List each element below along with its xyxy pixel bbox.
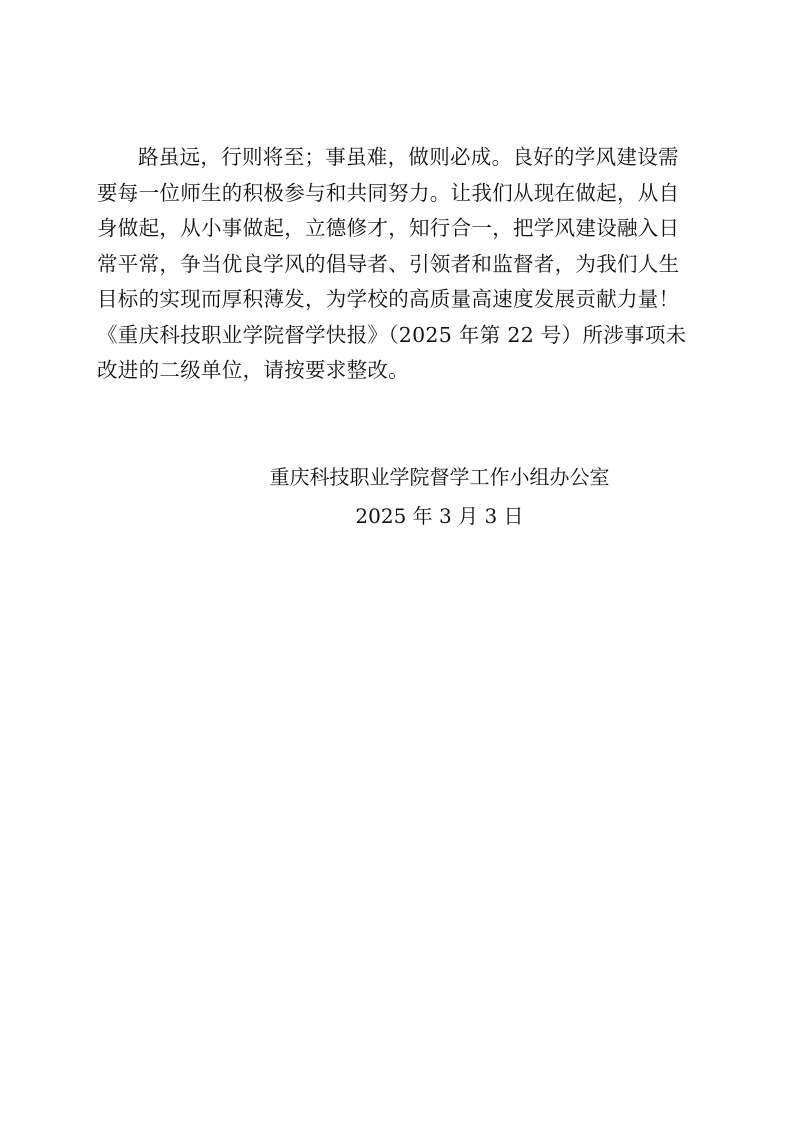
paragraph-line: 路虽远，行则将至；事虽难，做则必成。良好的学风建设需 xyxy=(138,145,679,169)
signature-date: 2025 年 3 月 3 日 xyxy=(355,504,524,528)
paragraph-line: 要每一位师生的积极参与和共同努力。让我们从现在做起，从自 xyxy=(97,180,680,205)
paragraph-line: 改进的二级单位，请按要求整改。 xyxy=(97,358,409,382)
body-paragraph xyxy=(97,140,697,389)
paragraph-line: 目标的实现而厚积薄发，为学校的高质量高速度发展贡献力量！ xyxy=(97,287,680,311)
paragraph-line: 身做起，从小事做起，立德修才，知行合一，把学风建设融入日 xyxy=(97,216,680,240)
paragraph-line: 《重庆科技职业学院督学快报》（2025 年第 22 号）所涉事项未 xyxy=(97,322,687,347)
signature-organization: 重庆科技职业学院督学工作小组办公室 xyxy=(269,465,610,489)
paragraph-line: 常平常，争当优良学风的倡导者、引领者和监督者，为我们人生 xyxy=(97,251,680,276)
